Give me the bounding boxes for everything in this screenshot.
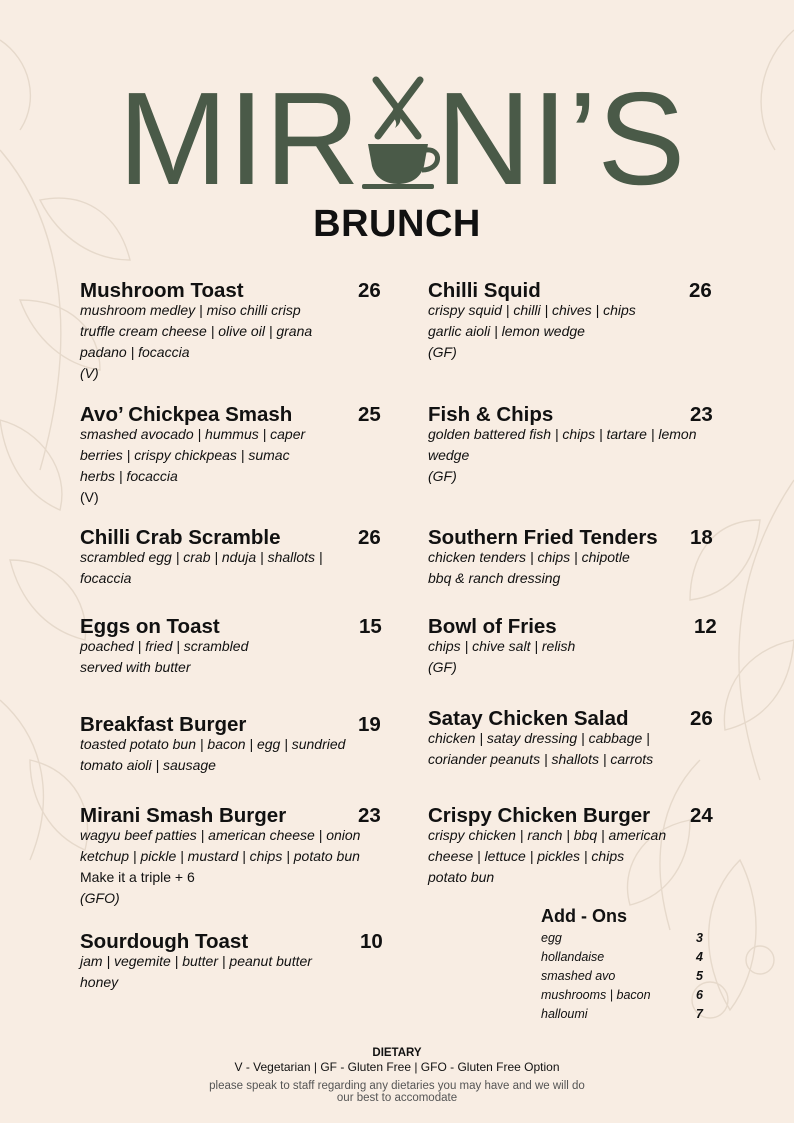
item-price: 26: [689, 279, 712, 302]
item-name: Avo’ Chickpea Smash: [80, 403, 293, 426]
item-name: Eggs on Toast: [80, 615, 220, 638]
item-name: Breakfast Burger: [80, 713, 247, 736]
addon-name: halloumi: [541, 1007, 588, 1021]
item-description: coriander peanuts | shallots | carrots: [428, 751, 654, 767]
crossed-utensils-coffee-cup-icon: [362, 80, 438, 189]
item-name: Sourdough Toast: [80, 930, 249, 953]
dietary-legend: V - Vegetarian | GF - Gluten Free | GFO - Gluten Free Option: [234, 1060, 560, 1074]
item-description: poached | fried | scrambled: [80, 638, 249, 654]
item-description: garlic aioli | lemon wedge: [428, 323, 585, 339]
item-description: bbq & ranch dressing: [428, 570, 561, 586]
item-description: smashed avocado | hummus | caper: [80, 426, 306, 442]
item-name: Satay Chicken Salad: [428, 707, 629, 730]
addon-row: [541, 1005, 711, 1024]
addon-price: 3: [696, 931, 703, 945]
addon-row: [541, 986, 711, 1005]
item-description: toasted potato bun | bacon | egg | sundried: [80, 736, 346, 752]
item-upgrade-note: Make it a triple + 6: [80, 869, 195, 885]
item-price: 23: [690, 403, 713, 426]
item-description: tomato aioli | sausage: [80, 757, 216, 773]
dietary-tag: (V): [80, 365, 99, 381]
item-description: chicken tenders | chips | chipotle: [428, 549, 630, 565]
dietary-tag: (GF): [428, 659, 457, 675]
item-description: potato bun: [428, 869, 495, 885]
item-description: chips | chive salt | relish: [428, 638, 576, 654]
item-description: chicken | satay dressing | cabbage |: [428, 730, 650, 746]
item-description: ketchup | pickle | mustard | chips | potato bun: [80, 848, 360, 864]
item-price: 19: [358, 713, 381, 736]
addons-heading: Add - Ons: [541, 906, 627, 926]
addon-row: [541, 967, 711, 986]
dietary-tag: (GF): [428, 468, 457, 484]
item-description: cheese | lettuce | pickles | chips: [428, 848, 625, 864]
item-name: Chilli Squid: [428, 279, 541, 302]
dietary-note: our best to accomodate: [336, 1092, 458, 1104]
item-name: Mirani Smash Burger: [80, 804, 287, 827]
item-price: 18: [690, 526, 713, 549]
addons-section: [541, 905, 711, 1024]
item-price: 26: [690, 707, 713, 730]
menu-title: BRUNCH: [313, 203, 481, 245]
addon-row: [541, 948, 711, 967]
item-price: 23: [358, 804, 381, 827]
item-description: crispy squid | chilli | chives | chips: [428, 302, 636, 318]
item-description: wedge: [428, 447, 470, 463]
addon-name: hollandaise: [541, 950, 605, 964]
item-price: 15: [359, 615, 382, 638]
item-description: crispy chicken | ranch | bbq | american: [428, 827, 667, 843]
dietary-tag: (V): [80, 489, 99, 505]
item-price: 10: [360, 930, 383, 953]
item-price: 25: [358, 403, 381, 426]
item-price: 26: [358, 526, 381, 549]
item-description: herbs | focaccia: [80, 468, 178, 484]
dietary-title: DIETARY: [372, 1047, 422, 1059]
addon-name: mushrooms | bacon: [541, 988, 651, 1002]
item-name: Southern Fried Tenders: [428, 526, 658, 549]
item-name: Mushroom Toast: [80, 279, 244, 302]
addon-price: 5: [696, 969, 703, 983]
logo-text-left: MIR: [118, 66, 360, 196]
addon-price: 4: [696, 950, 703, 964]
addon-name: smashed avo: [541, 969, 616, 983]
dietary-footer: [0, 1047, 794, 1104]
dietary-note: please speak to staff regarding any dietaries you may have and we will do: [209, 1080, 585, 1092]
item-name: Chilli Crab Scramble: [80, 526, 281, 549]
item-description: wagyu beef patties | american cheese | onion: [80, 827, 361, 843]
addon-price: 6: [696, 988, 703, 1002]
item-price: 26: [358, 279, 381, 302]
item-description: jam | vegemite | butter | peanut butter: [80, 953, 312, 969]
item-price: 24: [690, 804, 713, 827]
item-name: Crispy Chicken Burger: [428, 804, 651, 827]
restaurant-logo: [0, 66, 794, 196]
item-description: mushroom medley | miso chilli crisp: [80, 302, 301, 318]
dietary-tag: (GFO): [80, 890, 120, 906]
item-description: focaccia: [80, 570, 132, 586]
logo-text-right: NI’S: [436, 66, 686, 196]
item-description: scrambled egg | crab | nduja | shallots |: [80, 549, 323, 565]
item-name: Bowl of Fries: [428, 615, 557, 638]
item-price: 12: [694, 615, 717, 638]
item-description: honey: [80, 974, 119, 990]
addon-price: 7: [696, 1007, 703, 1021]
item-description: served with butter: [80, 659, 191, 675]
item-description: truffle cream cheese | olive oil | grana: [80, 323, 313, 339]
addon-row: [541, 929, 711, 948]
item-name: Fish & Chips: [428, 403, 554, 426]
dietary-tag: (GF): [428, 344, 457, 360]
item-description: berries | crispy chickpeas | sumac: [80, 447, 290, 463]
item-description: golden battered fish | chips | tartare | lemon: [428, 426, 697, 442]
item-description: padano | focaccia: [80, 344, 190, 360]
addon-name: egg: [541, 931, 562, 945]
